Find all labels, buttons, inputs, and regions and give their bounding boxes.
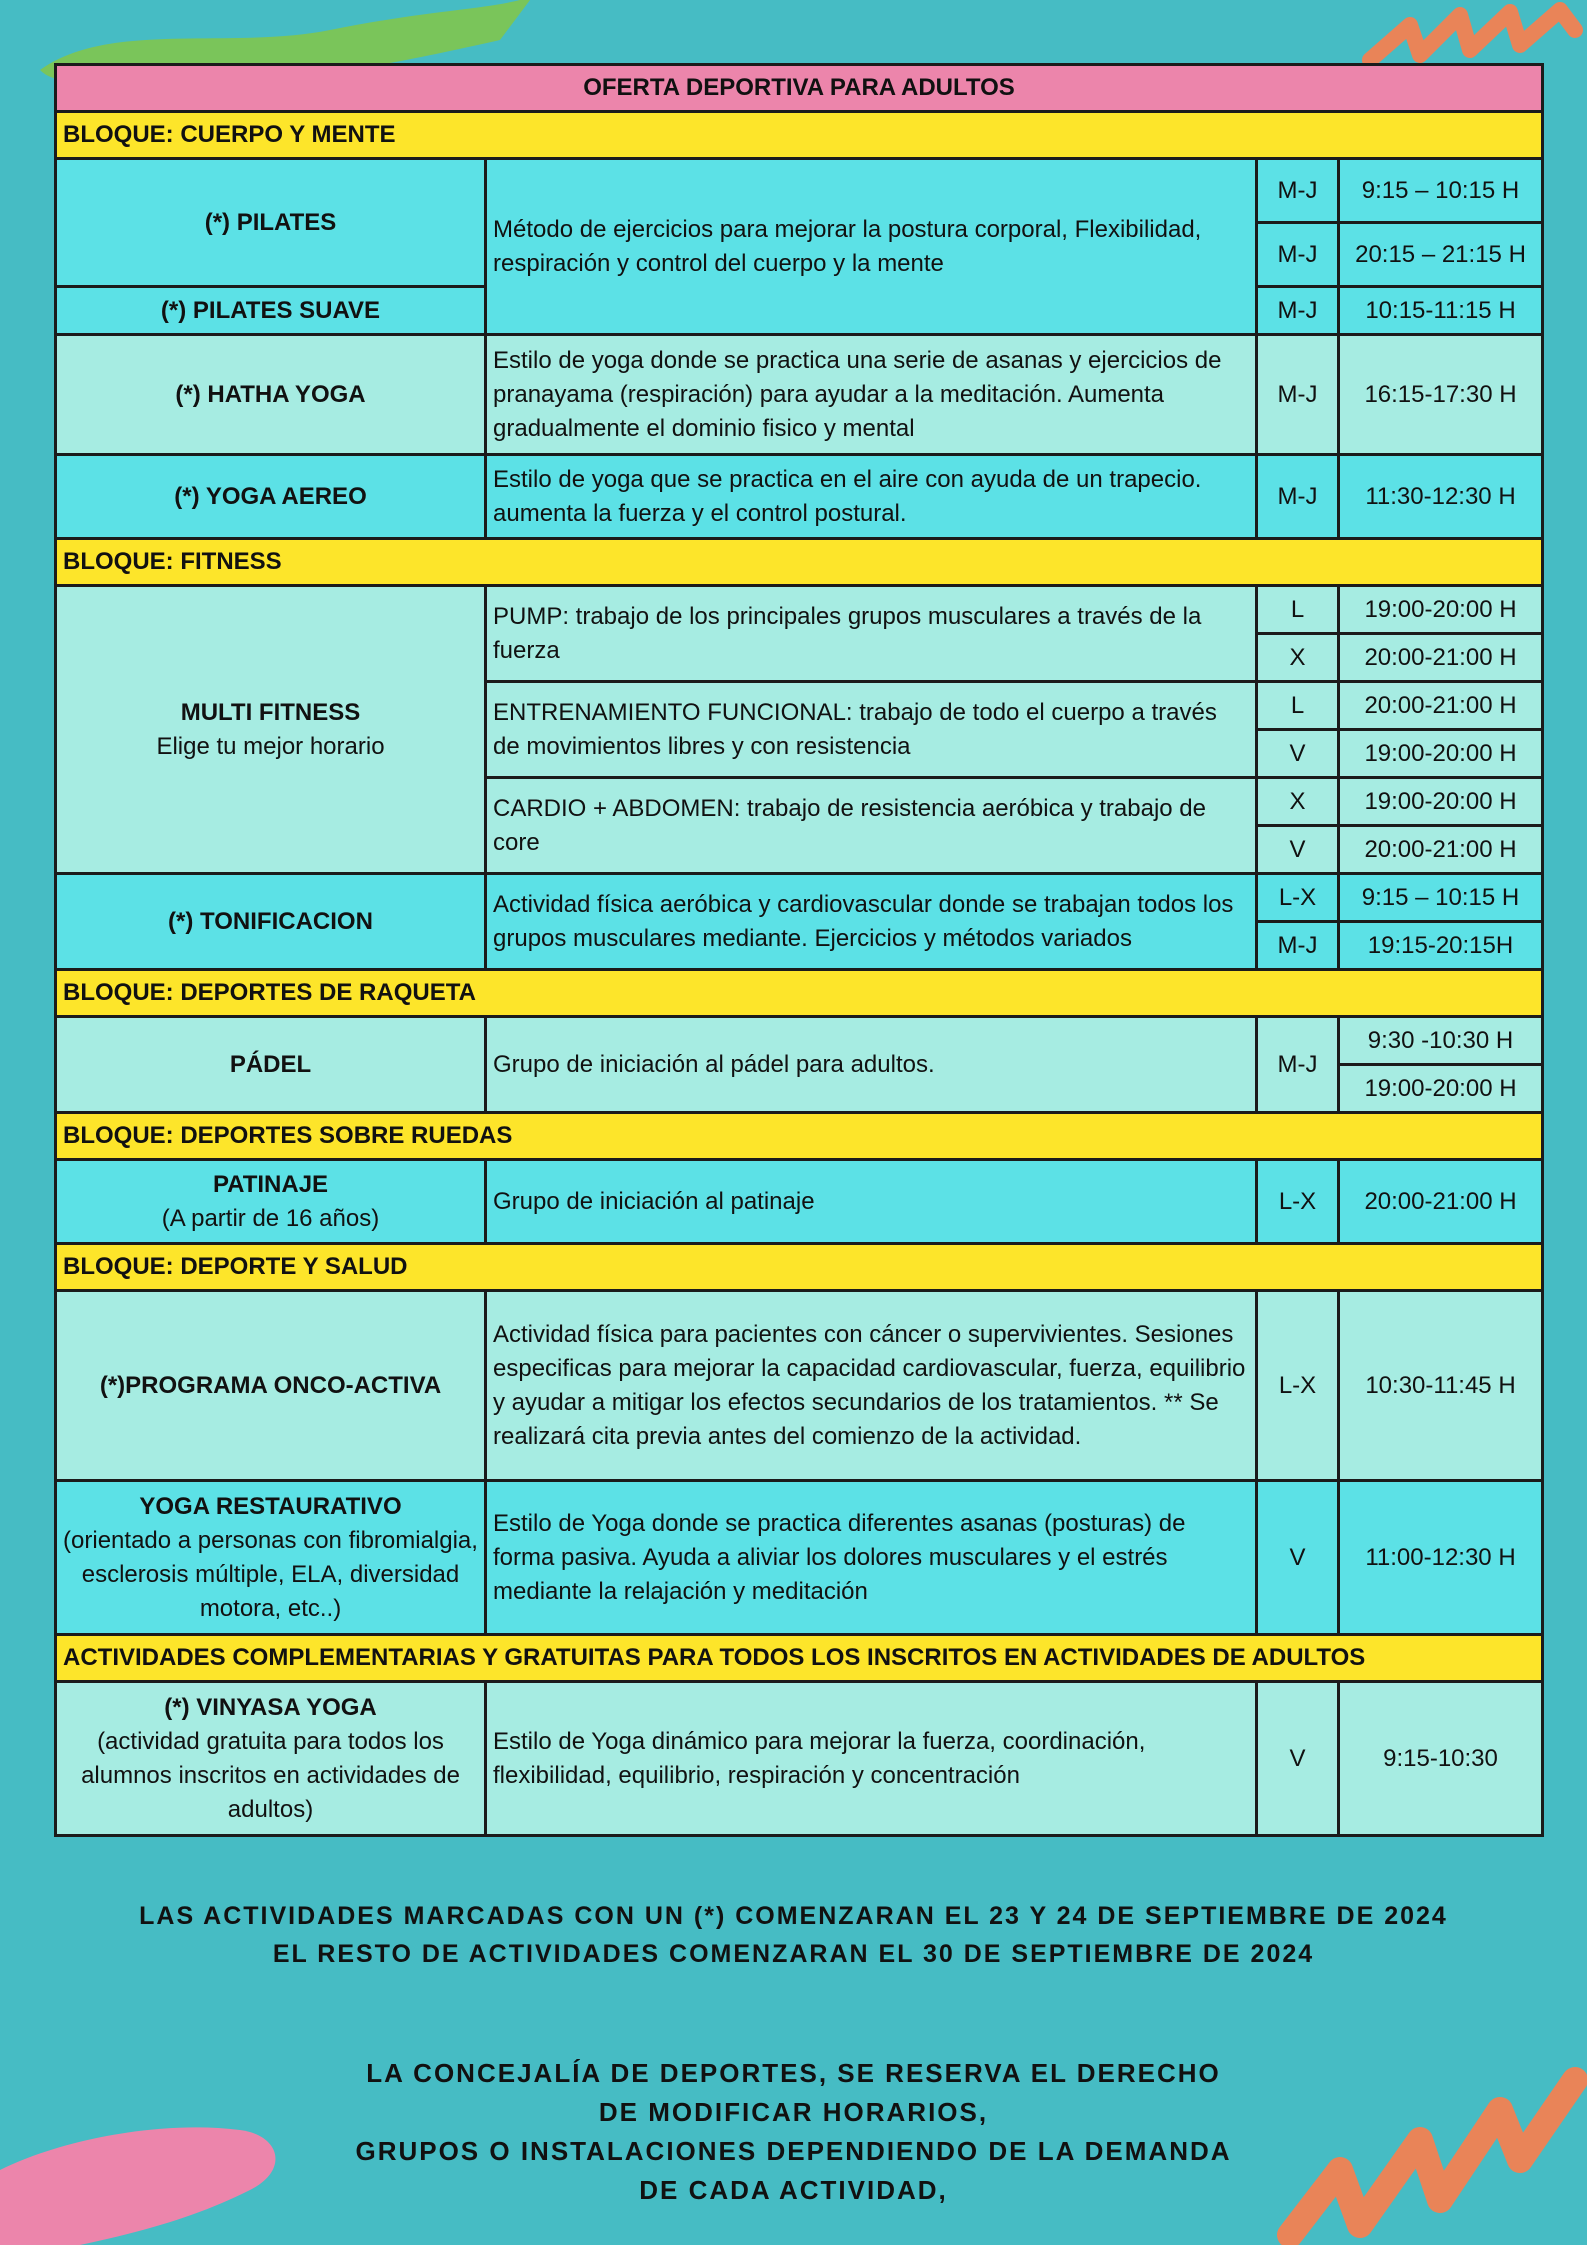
day-cell: V xyxy=(1257,1481,1339,1635)
day-cell: M-J xyxy=(1257,1017,1339,1113)
disclaimer-notice xyxy=(0,2054,1587,2210)
time-cell: 20:00-21:00 H xyxy=(1339,1160,1543,1244)
activity-name-pilates: (*) PILATES xyxy=(56,159,486,287)
vinyasa-yoga-subtitle: (actividad gratuita para todos los alumnos inscritos en actividades de adultos) xyxy=(81,1727,460,1823)
block-header-fitness: BLOQUE: FITNESS xyxy=(56,539,1543,586)
day-cell: M-J xyxy=(1257,335,1339,455)
time-cell: 19:00-20:00 H xyxy=(1339,586,1543,634)
block-header-cuerpo-y-mente: BLOQUE: CUERPO Y MENTE xyxy=(56,112,1543,159)
day-cell: L-X xyxy=(1257,874,1339,922)
day-cell: L-X xyxy=(1257,1291,1339,1481)
time-cell: 20:00-21:00 H xyxy=(1339,634,1543,682)
activity-desc-patinaje: Grupo de iniciación al patinaje xyxy=(486,1160,1257,1244)
time-cell: 11:30-12:30 H xyxy=(1339,455,1543,539)
day-cell: X xyxy=(1257,634,1339,682)
time-cell: 20:00-21:00 H xyxy=(1339,682,1543,730)
block-header-ruedas: BLOQUE: DEPORTES SOBRE RUEDAS xyxy=(56,1113,1543,1160)
activity-name-yoga-restaurativo xyxy=(56,1481,486,1635)
activity-desc-tonificacion: Actividad física aeróbica y cardiovascular donde se trabajan todos los grupos musculares mediante. Ejercicios y métodos variados xyxy=(486,874,1257,970)
block-header-salud: BLOQUE: DEPORTE Y SALUD xyxy=(56,1244,1543,1291)
block-header-raqueta: BLOQUE: DEPORTES DE RAQUETA xyxy=(56,970,1543,1017)
multi-fitness-subtitle: Elige tu mejor horario xyxy=(156,732,385,760)
day-cell: M-J xyxy=(1257,159,1339,223)
day-cell: L xyxy=(1257,586,1339,634)
time-cell: 20:15 – 21:15 H xyxy=(1339,223,1543,287)
vinyasa-yoga-title: (*) VINYASA YOGA xyxy=(164,1693,377,1721)
time-cell: 19:00-20:00 H xyxy=(1339,778,1543,826)
activity-desc-hatha-yoga: Estilo de yoga donde se practica una serie de asanas y ejercicios de pranayama (respiración) para ayudar a la meditación. Aumenta gradualmente el dominio fisico y mental xyxy=(486,335,1257,455)
activity-desc-vinyasa-yoga: Estilo de Yoga dinámico para mejorar la fuerza, coordinación, flexibilidad, equilibrio, respiración y concentración xyxy=(486,1682,1257,1836)
activity-desc-yoga-restaurativo: Estilo de Yoga donde se practica diferentes asanas (posturas) de forma pasiva. Ayuda a aliviar los dolores musculares y el estrés mediante la relajación y meditación xyxy=(486,1481,1257,1635)
time-cell: 10:15-11:15 H xyxy=(1339,287,1543,335)
day-cell: V xyxy=(1257,826,1339,874)
activity-name-pilates-suave: (*) PILATES SUAVE xyxy=(56,287,486,335)
day-cell: V xyxy=(1257,730,1339,778)
activity-name-vinyasa-yoga xyxy=(56,1682,486,1836)
disclaimer-line-3: GRUPOS O INSTALACIONES DEPENDIENDO DE LA DEMANDA xyxy=(355,2136,1232,2166)
day-cell: V xyxy=(1257,1682,1339,1836)
block-header-complementarias: ACTIVIDADES COMPLEMENTARIAS Y GRATUITAS PARA TODOS LOS INSCRITOS EN ACTIVIDADES DE ADULTOS xyxy=(56,1635,1543,1682)
activity-name-tonificacion: (*) TONIFICACION xyxy=(56,874,486,970)
time-cell: 19:00-20:00 H xyxy=(1339,1065,1543,1113)
activity-name-hatha-yoga: (*) HATHA YOGA xyxy=(56,335,486,455)
activity-name-onco-activa: (*)PROGRAMA ONCO-ACTIVA xyxy=(56,1291,486,1481)
activity-desc-pump: PUMP: trabajo de los principales grupos musculares a través de la fuerza xyxy=(486,586,1257,682)
table-title: OFERTA DEPORTIVA PARA ADULTOS xyxy=(56,65,1543,112)
time-cell: 16:15-17:30 H xyxy=(1339,335,1543,455)
time-cell: 9:15 – 10:15 H xyxy=(1339,874,1543,922)
disclaimer-line-1: LA CONCEJALÍA DE DEPORTES, SE RESERVA EL DERECHO xyxy=(366,2058,1221,2088)
activity-name-multi-fitness xyxy=(56,586,486,874)
day-cell: M-J xyxy=(1257,455,1339,539)
patinaje-title: PATINAJE xyxy=(212,1170,329,1198)
yoga-restaurativo-subtitle: (orientado a personas con fibromialgia, esclerosis múltiple, ELA, diversidad motora, etc..) xyxy=(63,1526,478,1622)
patinaje-subtitle: (A partir de 16 años) xyxy=(161,1204,380,1232)
day-cell: X xyxy=(1257,778,1339,826)
day-cell: M-J xyxy=(1257,922,1339,970)
time-cell: 19:15-20:15H xyxy=(1339,922,1543,970)
day-cell: L-X xyxy=(1257,1160,1339,1244)
start-dates-line-2: EL RESTO DE ACTIVIDADES COMENZARAN EL 30 DE SEPTIEMBRE DE 2024 xyxy=(272,1940,1315,1968)
multi-fitness-title: MULTI FITNESS xyxy=(180,698,361,726)
start-dates-line-1: LAS ACTIVIDADES MARCADAS CON UN (*) COMENZARAN EL 23 Y 24 DE SEPTIEMBRE DE 2024 xyxy=(139,1902,1448,1930)
time-cell: 19:00-20:00 H xyxy=(1339,730,1543,778)
time-cell: 9:15-10:30 xyxy=(1339,1682,1543,1836)
day-cell: M-J xyxy=(1257,287,1339,335)
activity-desc-funcional: ENTRENAMIENTO FUNCIONAL: trabajo de todo el cuerpo a través de movimientos libres y con resistencia xyxy=(486,682,1257,778)
activity-desc-yoga-aereo: Estilo de yoga que se practica en el aire con ayuda de un trapecio. aumenta la fuerza y el control postural. xyxy=(486,455,1257,539)
activity-desc-cardio: CARDIO + ABDOMEN: trabajo de resistencia aeróbica y trabajo de core xyxy=(486,778,1257,874)
day-cell: L xyxy=(1257,682,1339,730)
start-dates-notice xyxy=(0,1897,1587,1973)
time-cell: 10:30-11:45 H xyxy=(1339,1291,1543,1481)
orange-scribble-decoration xyxy=(1360,0,1587,70)
activity-name-padel: PÁDEL xyxy=(56,1017,486,1113)
time-cell: 9:15 – 10:15 H xyxy=(1339,159,1543,223)
yoga-restaurativo-title: YOGA RESTAURATIVO xyxy=(139,1492,402,1520)
schedule-table xyxy=(54,63,1544,1837)
time-cell: 20:00-21:00 H xyxy=(1339,826,1543,874)
disclaimer-line-4: DE CADA ACTIVIDAD, xyxy=(639,2175,948,2205)
day-cell: M-J xyxy=(1257,223,1339,287)
activity-desc-padel: Grupo de iniciación al pádel para adultos. xyxy=(486,1017,1257,1113)
activity-desc-pilates: Método de ejercicios para mejorar la postura corporal, Flexibilidad, respiración y control del cuerpo y la mente xyxy=(486,159,1257,335)
time-cell: 11:00-12:30 H xyxy=(1339,1481,1543,1635)
disclaimer-line-2: DE MODIFICAR HORARIOS, xyxy=(598,2097,989,2127)
activity-desc-onco-activa: Actividad física para pacientes con cáncer o supervivientes. Sesiones especificas para mejorar la capacidad cardiovascular, fuerza, equilibrio y ayudar a mitigar los efectos secundarios de los tratamientos. ** Se realizará cita previa antes del comienzo de la actividad. xyxy=(486,1291,1257,1481)
time-cell: 9:30 -10:30 H xyxy=(1339,1017,1543,1065)
activity-name-patinaje xyxy=(56,1160,486,1244)
activity-name-yoga-aereo: (*) YOGA AEREO xyxy=(56,455,486,539)
